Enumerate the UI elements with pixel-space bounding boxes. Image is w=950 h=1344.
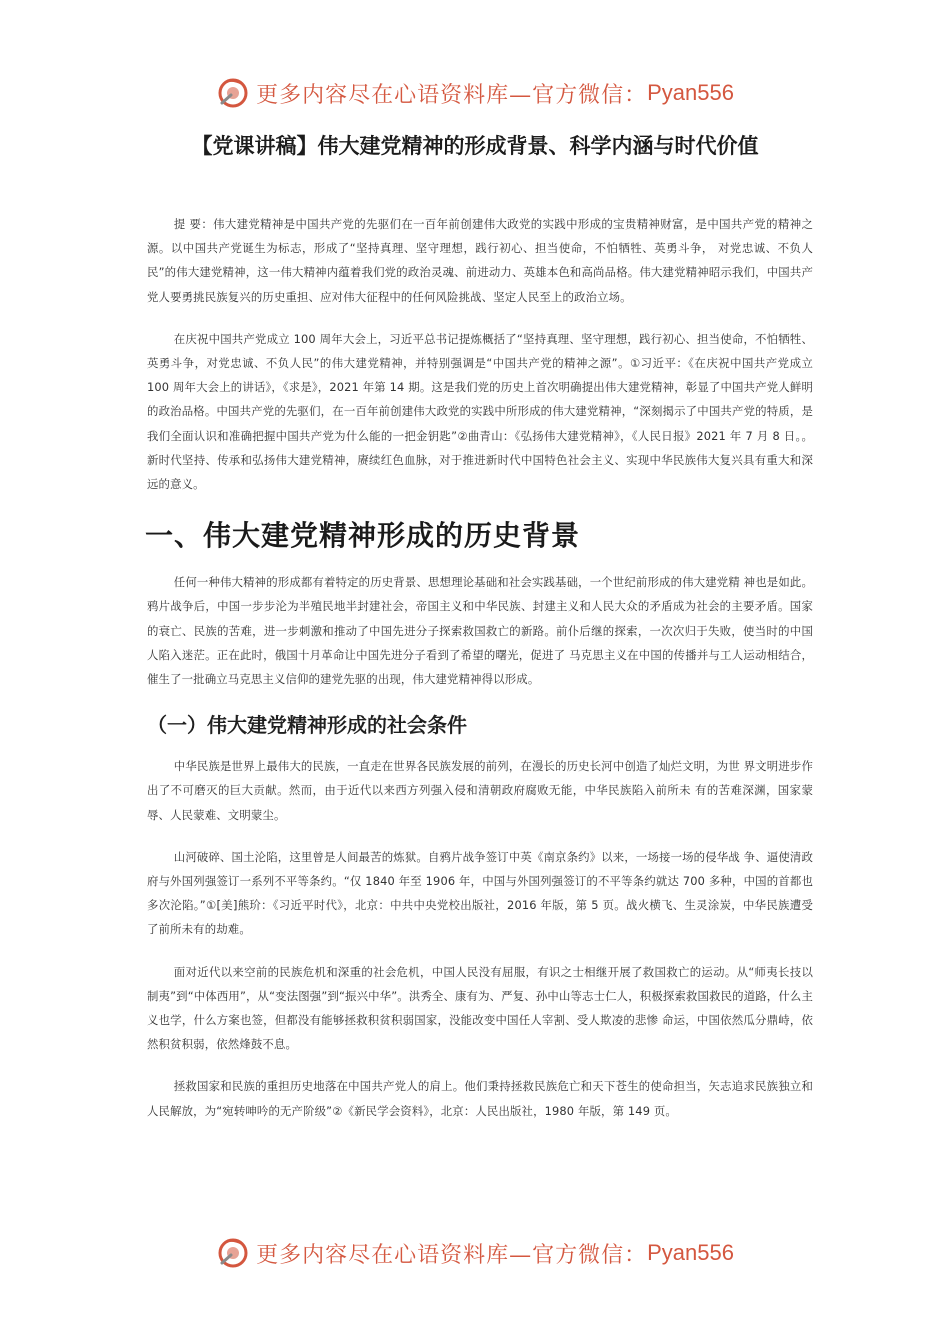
intro-paragraph: 在庆祝中国共产党成立 100 周年大会上，习近平总书记提炼概括了“坚持真理、坚守理想，践行初心、担当使命，不怕牺牲、英勇斗争，对党忠诚、不负人民”的伟大建党精神，并特别强调是“中国共产党的精神之源”。①习近平：《在庆祝中国共产党成立 100 周年大会上的讲话》，《求是》，2021 年第 14 期。这是我们党的历史上首次明确提出伟大建党精神，彰显了中国共产党人鲜明的政治品格。中国共产党的先驱们，在一百年前创建伟大政党的实践中所形成的伟大建党精神，“深刻揭示了中国共产党的特质，是我们全面认识和准确把握中国共产党为什么能的一把金钥匙”②曲青山：《弘扬伟大建党精神》，《人民日报》2021 年 7 月 8 日。。新时代坚持、传承和弘扬伟大建党精神，赓续红色血脉，对于推进新时代中国特色社会主义、实现中华民族伟大复兴具有重大和深远的意义。 <box>147 331 813 492</box>
abstract-paragraph: 提 要：伟大建党精神是中国共产党的先驱们在一百年前创建伟大政党的实践中形成的宝贵精神财富，是中国共产党的精神之源。以中国共产党诞生为标志，形成了“坚持真理、坚守理想，践行初心、担当使命，不怕牺牲、英勇斗争， 对党忠诚、不负人民”的伟大建党精神，这一伟大精神内蕴着我们党的政治灵魂、前进动力、英雄本色和高尚品格。伟大建党精神昭示我们，中国共产党人要勇挑民族复兴的历史重担、应对伟大征程中的任何风险挑战、坚定人民至上的政治立场。 <box>147 217 813 304</box>
watermark-text: 更多内容尽在心语资料库—官方微信： <box>256 82 648 108</box>
body-paragraph: 中华民族是世界上最伟大的民族，一直走在世界各民族发展的前列，在漫长的历史长河中创造了灿烂文明，为世 界文明进步作出了不可磨灭的巨大贡献。然而，由于近代以来西方列强入侵和清朝政府腐败无能，中华民族陷入前所未 有的苦难深渊，国家蒙辱、人民蒙难、文明蒙尘。 <box>147 759 813 822</box>
document-body <box>147 212 813 1141</box>
watermark-text: 更多内容尽在心语资料库—官方微信： <box>256 1242 648 1268</box>
section-heading: 一、伟大建党精神形成的历史背景 <box>145 519 581 553</box>
subsection-heading: （一）伟大建党精神形成的社会条件 <box>147 713 467 738</box>
body-paragraph: 拯救国家和民族的重担历史地落在中国共产党人的肩上。他们秉持拯救民族危亡和天下苍生的使命担当，矢志追求民族独立和人民解放，为“宛转呻吟的无产阶级”②《新民学会资料》，北京：人民出版社，1980 年版，第 149 页。 <box>147 1079 813 1118</box>
header-watermark <box>0 73 950 113</box>
brand-logo-icon <box>216 1236 250 1270</box>
section-paragraph: 任何一种伟大精神的形成都有着特定的历史背景、思想理论基础和社会实践基础，一个世纪前形成的伟大建党精 神也是如此。鸦片战争后，中国一步步沦为半殖民地半封建社会，帝国主义和中华民族、封建主义和人民大众的矛盾成为社会的主要矛盾。国家的衰亡、民族的苦难，进一步刺激和推动了中国先进分子探索救国救亡的新路。前仆后继的探索，一次次归于失败，使当时的中国人陷入迷茫。正在此时，俄国十月革命让中国先进分子看到了希望的曙光，促进了 马克思主义在中国的传播并与工人运动相结合，催生了一批确立马克思主义信仰的建党先驱的出现，伟大建党精神得以形成。 <box>147 575 813 687</box>
document-title: 【党课讲稿】伟大建党精神的形成背景、科学内涵与时代价值 <box>191 134 759 158</box>
watermark-wechat-id: Pyan556 <box>647 80 734 105</box>
body-paragraph: 面对近代以来空前的民族危机和深重的社会危机，中国人民没有屈服，有识之士相继开展了救国救亡的运动。从“师夷长技以制夷”到“中体西用”，从“变法图强”到“振兴中华”。洪秀全、康有为、严复、孙中山等志士仁人，积极探索救国救民的道路，什么主义也学，什么方案也签，但都没有能够拯救积贫积弱国家，没能改变中国任人宰割、受人欺凌的悲惨 命运，中国依然瓜分鼎峙，依然积贫积弱，依然烽鼓不息。 <box>147 964 813 1052</box>
footer-watermark <box>0 1233 950 1273</box>
brand-logo-icon <box>216 76 250 110</box>
body-paragraph: 山河破碎、国土沦陷，这里曾是人间最苦的炼狱。自鸦片战争签订中英《南京条约》以来，一场接一场的侵华战 争、逼使清政府与外国列强签订一系列不平等条约。“仅 1840 年至 1906 年，中国与外国列强签订的不平等条约就达 700 多种，中国的首都也多次沦陷。”①[美]熊玠：《习近平时代》，北京：中共中央党校出版社，2016 年版，第 5 页。战火横飞、生灵涂炭，中华民族遭受了前所未有的劫难。 <box>147 849 813 937</box>
watermark-wechat-id: Pyan556 <box>647 1240 734 1265</box>
